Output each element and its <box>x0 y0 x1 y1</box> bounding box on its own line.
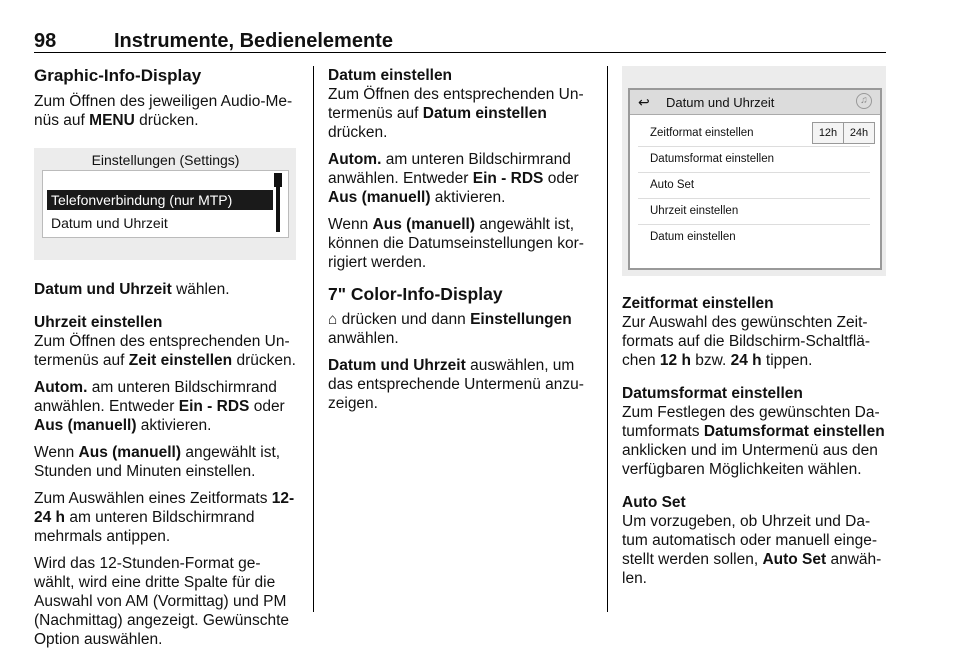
paragraph: ⌂ drücken und dann Einstellungen anwählen. <box>328 311 572 347</box>
section-heading: Graphic-Info-Display <box>34 66 202 85</box>
paragraph: Zum Öffnen des jeweiligen Audio-Me-nüs auf MENU drücken. <box>34 93 293 129</box>
display-frame <box>42 152 289 238</box>
paragraph: Wird das 12-Stunden-Format ge-wählt, wird eine dritte Spalte für die Auswahl von AM (Vormittag) und PM (Nachmittag) angezeigt. Gewünschte Option auswählen. <box>34 555 290 648</box>
page-number: 98 <box>34 30 57 52</box>
paragraph: Zum Auswählen eines Zeitformats 12-24 h am unteren Bildschirmrand mehrmals antippen. <box>34 490 295 545</box>
paragraph: Zur Auswahl des gewünschten Zeit-formats auf die Bildschirm-Schaltflä-chen 12 h bzw. 24 h tippen. <box>622 314 871 369</box>
scrollbar <box>276 176 280 232</box>
home-icon: ⌂ <box>328 311 338 328</box>
menu-item: Datum einstellen <box>650 231 736 243</box>
header-rule <box>34 52 886 53</box>
display-title: Einstellungen (Settings) <box>91 152 240 168</box>
graphic-info-display-figure <box>34 148 296 260</box>
column-2 <box>328 66 594 421</box>
display-selected-row: Telefonverbindung (nur MTP) <box>47 190 273 210</box>
music-note-icon: ♫ <box>856 93 872 109</box>
back-icon: ↩ <box>638 94 650 110</box>
menu-item: Auto Set <box>650 179 695 191</box>
column-divider-2 <box>607 66 608 612</box>
paragraph: Autom. am unteren Bildschirmrand anwählen. Entweder Ein - RDS oder Aus (manuell) aktivieren. <box>34 379 285 434</box>
divider <box>638 146 870 147</box>
divider <box>638 224 870 225</box>
display-row: Datum und Uhrzeit <box>51 215 168 231</box>
paragraph: Autom. am unteren Bildschirmrand anwählen. Entweder Ein - RDS oder Aus (manuell) aktivieren. <box>328 151 579 206</box>
display-frame <box>628 88 882 270</box>
paragraph: Wenn Aus (manuell) angewählt ist, Stunden und Minuten einstellen. <box>34 444 281 480</box>
menu-item: Uhrzeit einstellen <box>650 205 739 217</box>
display-title-bar <box>630 90 880 115</box>
subheading: Uhrzeit einstellen <box>34 314 163 331</box>
running-title: Instrumente, Bedienelemente <box>114 30 393 52</box>
paragraph: Wenn Aus (manuell) angewählt ist, können die Datumseinstellungen kor-rigiert werden. <box>328 216 584 271</box>
color-info-display-figure <box>622 66 886 276</box>
btn-12h: 12h <box>812 122 844 144</box>
subheading: Datum einstellen <box>328 67 453 84</box>
subheading: Datumsformat einstellen <box>622 385 803 402</box>
display-title: Datum und Uhrzeit <box>666 95 775 110</box>
page-header <box>34 30 886 50</box>
divider <box>638 172 870 173</box>
btn-24h: 24h <box>843 122 875 144</box>
paragraph: Zum Öffnen des entsprechenden Un-termenüs auf Datum einstellen drücken. <box>328 86 584 141</box>
paragraph: Zum Öffnen des entsprechenden Un-termenüs auf Zeit einstellen drücken. <box>34 333 296 369</box>
divider <box>638 198 870 199</box>
paragraph: Datum und Uhrzeit auswählen, um das entsprechende Untermenü anzu-zeigen. <box>328 357 584 412</box>
column-1 <box>34 66 296 657</box>
column-divider-1 <box>313 66 314 612</box>
subheading: Auto Set <box>622 494 686 511</box>
paragraph: Datum und Uhrzeit wählen. <box>34 281 230 298</box>
menu-item: Zeitformat einstellen <box>650 127 754 139</box>
paragraph: Um vorzugeben, ob Uhrzeit und Da-tum automatisch oder manuell einge-stellt werden sollen, Auto Set anwäh-len. <box>622 513 882 587</box>
menu-item: Datumsformat einstellen <box>650 153 774 165</box>
subheading: Zeitformat einstellen <box>622 295 774 312</box>
section-heading: 7" Color-Info-Display <box>328 284 503 304</box>
paragraph: Zum Festlegen des gewünschten Da-tumformats Datumsformat einstellen anklicken und im Untermenü aus den verfügbaren Möglichkeiten wählen. <box>622 404 885 478</box>
column-3 <box>622 66 886 596</box>
